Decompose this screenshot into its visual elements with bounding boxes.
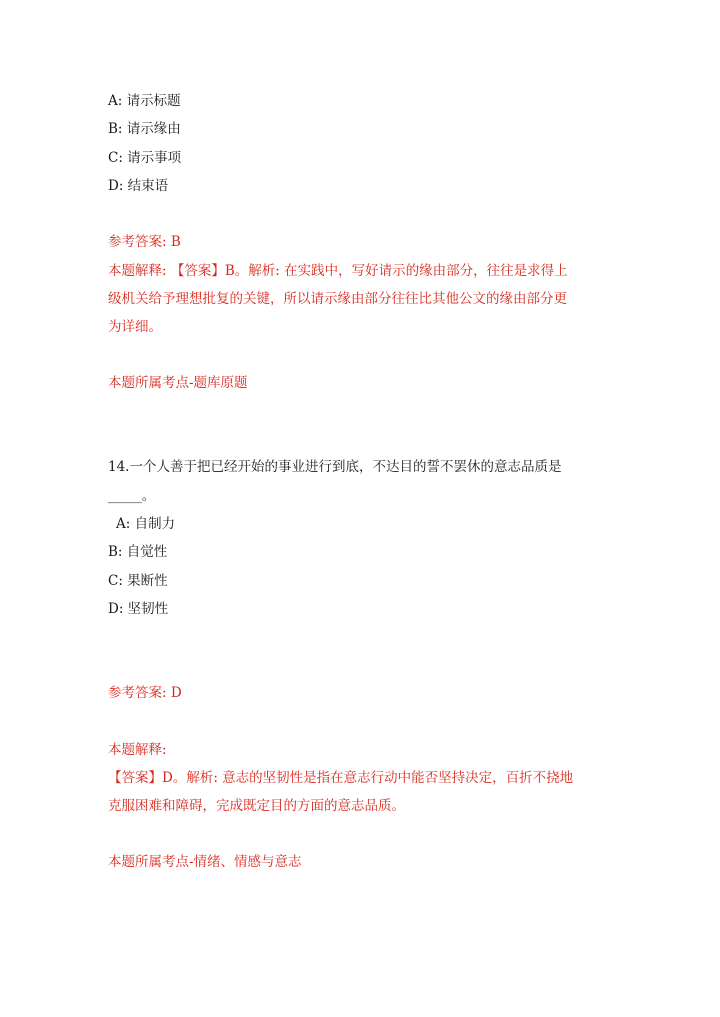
q13-option-a: A: 请示标题 [108, 93, 181, 109]
q14-option-b: B: 自觉性 [108, 544, 168, 560]
q14-explanation-line-1: 【答案】D。解析: 意志的坚韧性是指在意志行动中能否坚持决定，百折不挠地 [108, 770, 574, 786]
q13-option-d: D: 结束语 [108, 178, 169, 194]
q14-topic: 本题所属考点-情绪、情感与意志 [108, 854, 302, 870]
q14-option-d: D: 坚韧性 [108, 601, 169, 617]
q14-option-a: A: 自制力 [116, 516, 176, 532]
q14-explanation-label: 本题解释: [108, 742, 167, 758]
q14-explanation-line-2: 克服困难和障碍，完成既定目的方面的意志品质。 [108, 798, 405, 814]
q14-option-c: C: 果断性 [108, 573, 168, 589]
q13-explanation-line-3: 为详细。 [108, 319, 162, 335]
q13-answer: 参考答案: B [108, 234, 181, 250]
q13-explanation-line-1: 本题解释: 【答案】B。解析: 在实践中，写好请示的缘由部分，往往是求得上 [108, 263, 568, 279]
q13-option-b: B: 请示缘由 [108, 121, 181, 137]
q13-explanation-line-2: 级机关给予理想批复的关键，所以请示缘由部分往往比其他公文的缘由部分更 [108, 291, 567, 307]
q14-question-line-2: _____。 [108, 488, 156, 504]
q14-question-line-1: 14.一个人善于把已经开始的事业进行到底，不达目的誓不罢休的意志品质是 [108, 459, 562, 475]
q14-answer: 参考答案: D [108, 685, 182, 701]
q13-topic: 本题所属考点-题库原题 [108, 375, 248, 391]
q13-option-c: C: 请示事项 [108, 150, 182, 166]
